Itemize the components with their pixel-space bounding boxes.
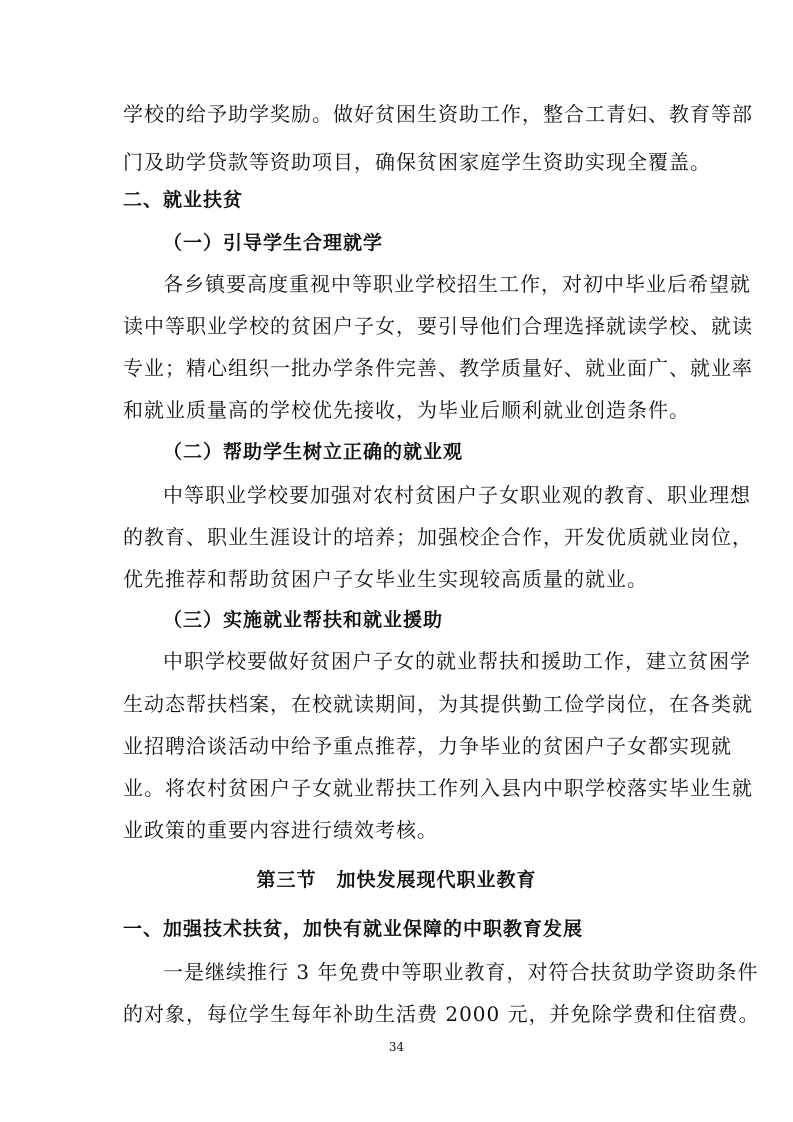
chapter-heading: 第三节 加快发展现代职业教育 xyxy=(256,869,537,891)
paragraph-line: 专业；精心组织一批办学条件完善、教学质量好、就业面广、就业率 xyxy=(123,356,753,380)
paragraph-line: 各乡镇要高度重视中等职业学校招生工作，对初中毕业后希望就 xyxy=(163,272,751,296)
paragraph-line: 学校的给予助学奖励。做好贫困生资助工作，整合工青妇、教育等部 xyxy=(123,102,753,126)
paragraph-line: 的教育、职业生涯设计的培养；加强校企合作，开发优质就业岗位， xyxy=(123,525,753,549)
subsection-heading: （一）引导学生合理就学 xyxy=(163,232,384,254)
subsection-heading: （三）实施就业帮扶和就业援助 xyxy=(163,609,444,631)
page-number: 34 xyxy=(388,1040,405,1054)
section-heading: 二、就业扶贫 xyxy=(123,189,244,211)
section-heading: 一、加强技术扶贫，加快有就业保障的中职教育发展 xyxy=(123,918,584,940)
paragraph-line: 中等职业学校要加强对农村贫困户子女职业观的教育、职业理想 xyxy=(163,483,751,507)
paragraph-line: 业政策的重要内容进行绩效考核。 xyxy=(123,818,438,842)
paragraph-line: 读中等职业学校的贫困户子女，要引导他们合理选择就读学校、就读 xyxy=(123,314,753,338)
paragraph-line: 优先推荐和帮助贫困户子女毕业生实现较高质量的就业。 xyxy=(123,567,648,591)
paragraph-line: 一是继续推行 3 年免费中等职业教育，对符合扶贫助学资助条件 xyxy=(163,960,759,984)
paragraph-line: 的对象，每位学生每年补助生活费 2000 元，并免除学费和住宿费。 xyxy=(123,1002,760,1026)
paragraph-line: 和就业质量高的学校优先接收，为毕业后顺利就业创造条件。 xyxy=(123,398,690,422)
paragraph-line: 业。将农村贫困户子女就业帮扶工作列入县内中职学校落实毕业生就 xyxy=(123,776,753,800)
paragraph-line: 中职学校要做好贫困户子女的就业帮扶和援助工作，建立贫困学 xyxy=(163,649,751,673)
paragraph-line: 业招聘洽谈活动中给予重点推荐，力争毕业的贫困户子女都实现就 xyxy=(123,734,732,758)
paragraph-line: 门及助学贷款等资助项目，确保贫困家庭学生资助实现全覆盖。 xyxy=(123,150,711,174)
subsection-heading: （二）帮助学生树立正确的就业观 xyxy=(163,441,464,463)
paragraph-line: 生动态帮扶档案，在校就读期间，为其提供勤工俭学岗位，在各类就 xyxy=(123,692,753,716)
